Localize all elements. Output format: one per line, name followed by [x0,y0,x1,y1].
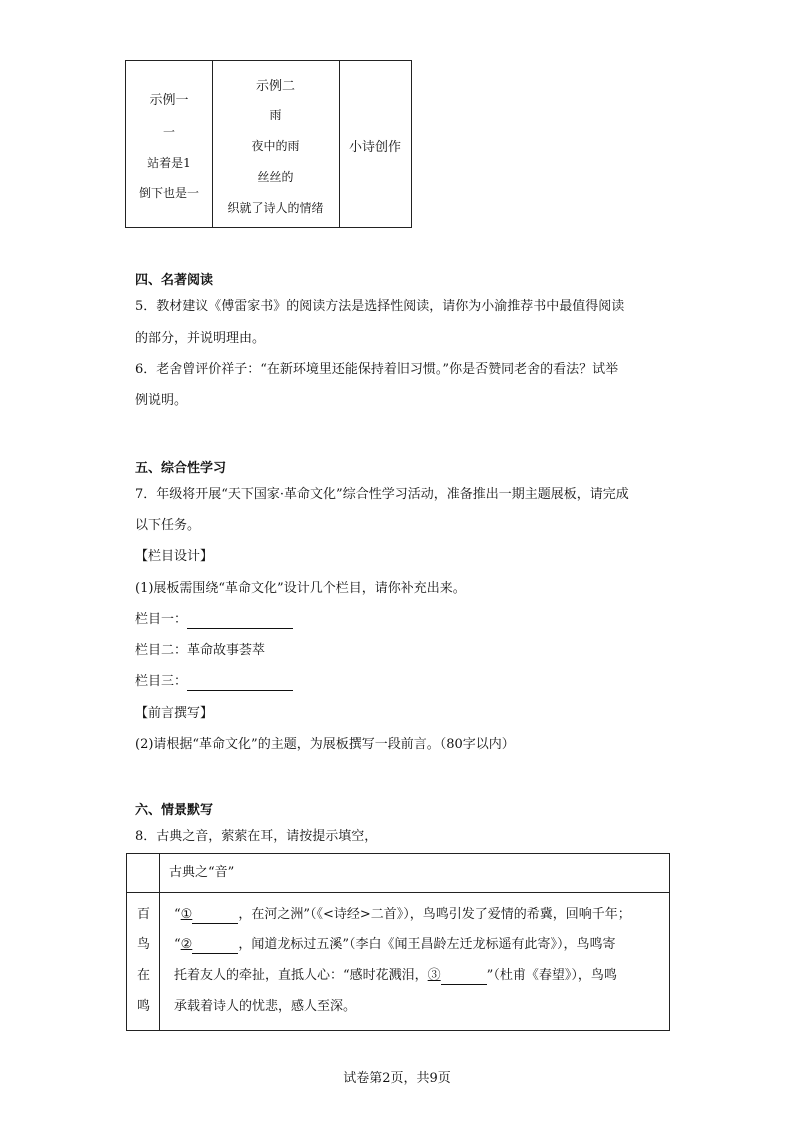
blank-2-number: ② [180,937,193,952]
column-two-text: 栏目二：革命故事荟萃 [135,643,266,658]
section-heading: 四、名著阅读 [135,273,214,288]
blank-1[interactable] [192,909,238,924]
subquestion-2: (2)请根据“革命文化”的主题，为展板撰写一段前言。（80字以内） [135,737,515,752]
blank-3[interactable] [441,970,487,985]
classical-sound-table [126,853,670,1031]
column-three-blank[interactable] [187,676,293,691]
question-6-line: 例说明。 [135,393,188,408]
fill-line-4: 承载着诗人的忧悲，感人至深。 [174,999,357,1014]
side-label-char: 鸣 [137,999,151,1014]
side-label-char: 百 [137,907,151,922]
example-two-line: 雨 [269,108,282,122]
example-two-line: 丝丝的 [257,170,294,184]
table-header: 古典之“音” [169,865,235,880]
column-one-label: 栏目一： [135,612,188,627]
poem-creation-cell [339,61,411,227]
subsection-title: 【栏目设计】 [135,549,214,564]
example-two-cell [212,61,340,227]
poem-creation-label: 小诗创作 [348,140,401,155]
fill-line-2: “② ，闻道龙标过五溪”（李白《闻王昌龄左迁龙标遥有此寄》），鸟鸣寄 [174,937,616,952]
example-one-line: 一 [162,125,175,139]
question-8: 8．古典之音，萦萦在耳，请按提示填空， [135,829,378,844]
section-heading: 六、情景默写 [135,803,214,818]
column-three-row [135,673,293,691]
question-5-line: 的部分，并说明理由。 [135,331,266,346]
column-one-blank[interactable] [187,614,293,629]
fill-line-3: 托着友人的牵扯，直抵人心：“感时花溅泪，③ ”（杜甫《春望》），鸟鸣 [174,968,617,983]
subsection-title: 【前言撰写】 [135,706,214,721]
example-one-title: 示例一 [149,93,189,108]
example-one-cell [126,61,213,227]
example-two-title: 示例二 [255,79,295,94]
subquestion-1: (1)展板需围绕“革命文化”设计几个栏目，请你补充出来。 [135,581,466,596]
question-7-line: 以下任务。 [135,518,201,533]
blank-1-number: ① [180,907,193,922]
page-footer: 试卷第2页，共9页 [343,1071,451,1086]
example-two-line: 织就了诗人的情绪 [227,201,324,215]
poem-example-table [125,60,412,228]
question-5-line: 5．教材建议《傅雷家书》的阅读方法是选择性阅读，请你为小渝推荐书中最值得阅读 [135,299,625,314]
question-6-line: 6．老舍曾评价祥子：“在新环境里还能保持着旧习惯。”你是否赞同老舍的看法？试举 [135,362,619,377]
example-one-line: 倒下也是一 [138,186,199,200]
question-7-line: 7．年级将开展“天下国家·革命文化”综合性学习活动，准备推出一期主题展板，请完成 [135,487,629,502]
blank-2[interactable] [192,939,238,954]
example-two-line: 夜中的雨 [251,139,300,153]
fill-line-1: “① ，在河之洲”（《<诗经>二首》），鸟鸣引发了爱情的希冀，回响千年； [174,907,631,922]
column-three-label: 栏目三： [135,674,188,689]
column-one-row [135,611,293,629]
blank-3-number: ③ [427,968,441,983]
side-label-char: 鸟 [137,937,151,952]
example-one-line: 站着是1 [147,156,191,170]
section-heading: 五、综合性学习 [135,461,227,476]
side-label-char: 在 [137,968,151,983]
